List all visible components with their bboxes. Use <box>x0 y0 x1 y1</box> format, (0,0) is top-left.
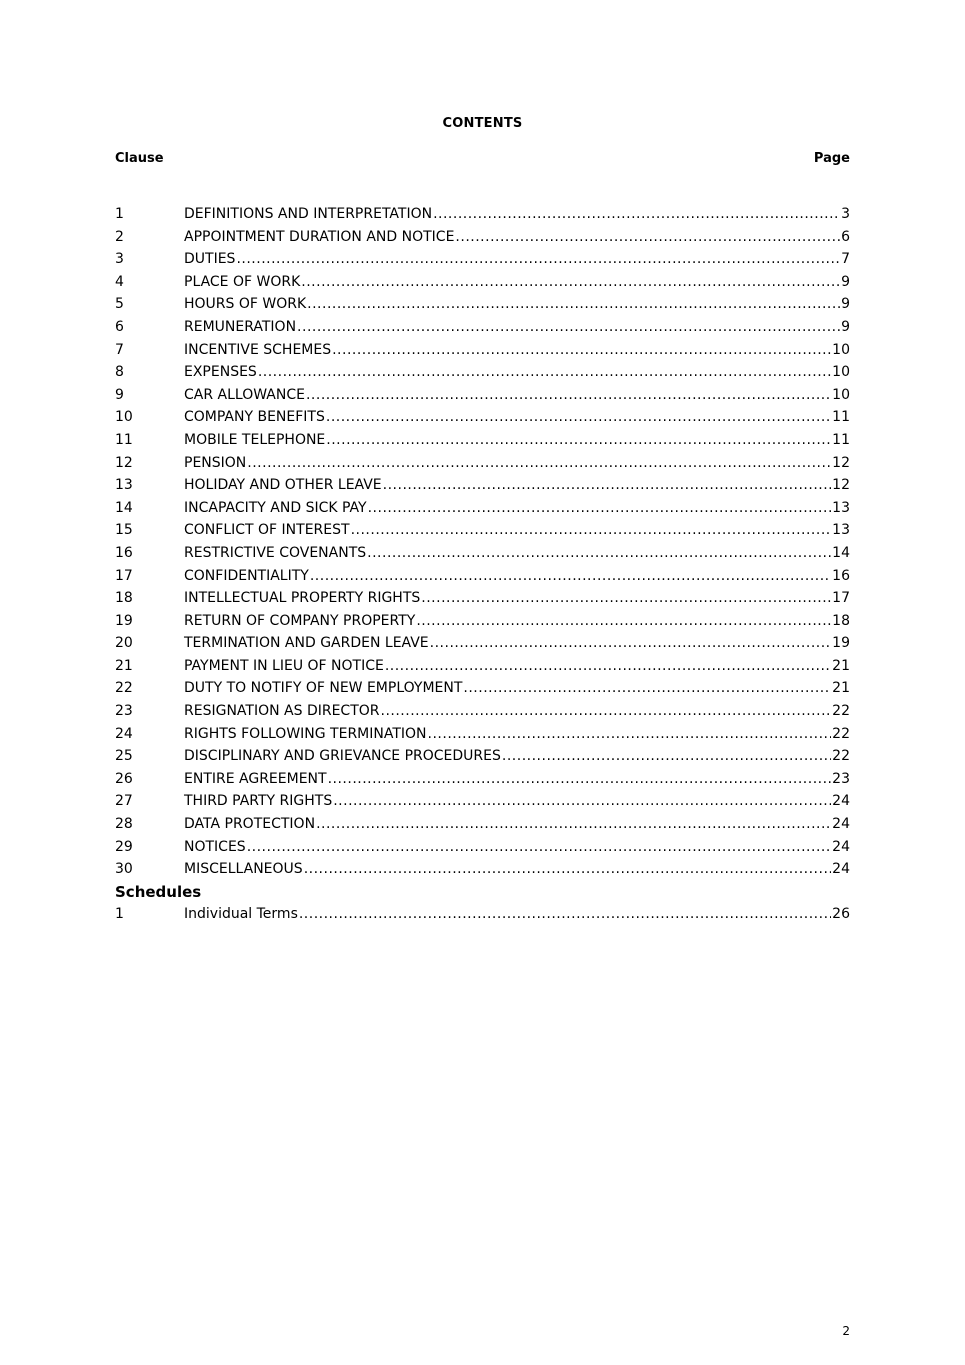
toc-entry[interactable] <box>115 790 850 813</box>
schedules-heading: Schedules <box>115 882 202 901</box>
entry-page-number: 10 <box>832 341 850 358</box>
dot-leader <box>316 813 831 836</box>
entry-label[interactable]: INCAPACITY AND SICK PAY <box>184 499 367 516</box>
dot-leader <box>310 565 831 588</box>
toc-entry[interactable] <box>115 858 850 881</box>
entry-number: 19 <box>115 612 133 629</box>
page-column-header: Page <box>813 151 850 166</box>
entry-number: 21 <box>115 657 133 674</box>
entry-number: 17 <box>115 567 133 584</box>
table-of-contents <box>115 203 850 926</box>
entry-number: 8 <box>115 364 124 381</box>
entry-page-number: 12 <box>832 477 850 494</box>
toc-entry[interactable] <box>115 497 850 520</box>
entry-page-number: 7 <box>841 251 850 268</box>
entry-page-number: 22 <box>832 703 850 720</box>
dot-leader <box>416 610 831 633</box>
entry-label[interactable]: HOURS OF WORK <box>184 296 307 313</box>
dot-leader <box>326 429 831 452</box>
toc-entry[interactable] <box>115 452 850 475</box>
entry-label[interactable]: CAR ALLOWANCE <box>184 386 305 403</box>
entry-page-number: 18 <box>832 612 850 629</box>
entry-number: 6 <box>115 318 124 335</box>
schedule-list <box>115 903 850 926</box>
dot-leader <box>307 293 840 316</box>
toc-entry[interactable] <box>115 519 850 542</box>
entry-label[interactable]: ENTIRE AGREEMENT <box>184 770 327 787</box>
entry-label[interactable]: DISCIPLINARY AND GRIEVANCE PROCEDURES <box>184 748 501 765</box>
entry-number: 11 <box>115 431 133 448</box>
toc-entry[interactable] <box>115 745 850 768</box>
entry-page-number: 24 <box>832 838 850 855</box>
toc-entry[interactable] <box>115 655 850 678</box>
dot-leader <box>421 587 831 610</box>
entry-label[interactable]: RETURN OF COMPANY PROPERTY <box>184 612 416 629</box>
entry-number: 12 <box>115 454 133 471</box>
dot-leader <box>368 497 832 520</box>
toc-entry[interactable] <box>115 248 850 271</box>
dot-leader <box>236 248 840 271</box>
entry-label[interactable]: RESTRICTIVE COVENANTS <box>184 544 367 561</box>
toc-entry[interactable] <box>115 226 850 249</box>
contents-title: CONTENTS <box>442 116 523 131</box>
entry-label[interactable]: THIRD PARTY RIGHTS <box>184 793 333 810</box>
toc-entry[interactable] <box>115 610 850 633</box>
toc-entry[interactable] <box>115 587 850 610</box>
toc-entry[interactable] <box>115 677 850 700</box>
toc-entry[interactable] <box>115 474 850 497</box>
entry-number: 20 <box>115 635 133 652</box>
dot-leader <box>247 836 831 859</box>
entry-page-number: 24 <box>832 793 850 810</box>
entry-label[interactable]: RIGHTS FOLLOWING TERMINATION <box>184 725 427 742</box>
entry-label[interactable]: RESIGNATION AS DIRECTOR <box>184 703 380 720</box>
dot-leader <box>455 226 840 249</box>
dot-leader <box>332 339 831 362</box>
entry-page-number: 24 <box>832 861 850 878</box>
entry-number: 26 <box>115 770 133 787</box>
entry-number: 14 <box>115 499 133 516</box>
entry-label[interactable]: DUTY TO NOTIFY OF NEW EMPLOYMENT <box>184 680 463 697</box>
toc-entry[interactable] <box>115 542 850 565</box>
entry-number: 7 <box>115 341 124 358</box>
entry-number: 16 <box>115 544 133 561</box>
entry-label[interactable]: MISCELLANEOUS <box>184 861 303 878</box>
dot-leader <box>297 316 840 339</box>
toc-entry[interactable] <box>115 723 850 746</box>
dot-leader <box>367 542 831 565</box>
entry-label[interactable]: PAYMENT IN LIEU OF NOTICE <box>184 657 384 674</box>
entry-number: 24 <box>115 725 133 742</box>
entry-number: 25 <box>115 748 133 765</box>
entry-label[interactable]: Individual Terms <box>184 906 298 923</box>
entry-label[interactable]: PLACE OF WORK <box>184 273 301 290</box>
entry-page-number: 19 <box>832 635 850 652</box>
toc-entry[interactable] <box>115 768 850 791</box>
dot-leader <box>258 361 831 384</box>
dot-leader <box>328 768 832 791</box>
entry-page-number: 12 <box>832 454 850 471</box>
entry-label[interactable]: CONFLICT OF INTEREST <box>184 522 350 539</box>
entry-label[interactable]: INCENTIVE SCHEMES <box>184 341 332 358</box>
page-number: 2 <box>842 1324 850 1338</box>
toc-entry[interactable] <box>115 339 850 362</box>
entry-number: 2 <box>115 228 124 245</box>
entry-page-number: 14 <box>832 544 850 561</box>
dot-leader <box>433 203 840 226</box>
entry-page-number: 13 <box>832 499 850 516</box>
entry-number: 10 <box>115 409 133 426</box>
entry-page-number: 9 <box>841 318 850 335</box>
entry-number: 5 <box>115 296 124 313</box>
entry-page-number: 9 <box>841 296 850 313</box>
entry-number: 28 <box>115 816 133 833</box>
toc-entry[interactable] <box>115 271 850 294</box>
entry-page-number: 13 <box>832 522 850 539</box>
entry-page-number: 11 <box>832 431 850 448</box>
entry-label[interactable]: CONFIDENTIALITY <box>184 567 309 584</box>
dot-leader <box>428 723 832 746</box>
entry-label[interactable]: PENSION <box>184 454 247 471</box>
entry-number: 18 <box>115 590 133 607</box>
clause-list <box>115 203 850 881</box>
toc-entry[interactable] <box>115 384 850 407</box>
entry-number: 1 <box>115 906 124 923</box>
entry-label[interactable]: TERMINATION AND GARDEN LEAVE <box>184 635 429 652</box>
entry-label[interactable]: DEFINITIONS AND INTERPRETATION <box>184 206 433 222</box>
entry-number: 13 <box>115 477 133 494</box>
entry-page-number: 11 <box>832 409 850 426</box>
entry-number: 15 <box>115 522 133 539</box>
toc-entry[interactable] <box>115 813 850 836</box>
toc-entry[interactable] <box>115 293 850 316</box>
entry-label[interactable]: INTELLECTUAL PROPERTY RIGHTS <box>184 590 421 607</box>
entry-page-number: 6 <box>841 228 850 245</box>
entry-page-number: 21 <box>832 657 850 674</box>
dot-leader <box>430 632 832 655</box>
dot-leader <box>299 903 831 926</box>
entry-number: 3 <box>115 251 124 268</box>
entry-number: 22 <box>115 680 133 697</box>
entry-page-number: 10 <box>832 364 850 381</box>
entry-number: 29 <box>115 838 133 855</box>
entry-label[interactable]: HOLIDAY AND OTHER LEAVE <box>184 477 382 494</box>
toc-entry[interactable] <box>115 203 850 226</box>
toc-entry[interactable] <box>115 406 850 429</box>
entry-number: 4 <box>115 273 124 290</box>
dot-leader <box>463 677 831 700</box>
entry-page-number: 17 <box>832 590 850 607</box>
entry-page-number: 24 <box>832 816 850 833</box>
toc-entry[interactable] <box>115 361 850 384</box>
entry-number: 23 <box>115 703 133 720</box>
clause-column-header: Clause <box>115 151 164 166</box>
entry-label[interactable]: NOTICES <box>184 838 246 855</box>
dot-leader <box>326 406 831 429</box>
toc-entry[interactable] <box>115 316 850 339</box>
dot-leader <box>333 790 831 813</box>
entry-number: 27 <box>115 793 133 810</box>
entry-number: 9 <box>115 386 124 403</box>
entry-label[interactable]: DUTIES <box>184 251 236 268</box>
entry-page-number: 22 <box>832 725 850 742</box>
entry-page-number: 16 <box>832 567 850 584</box>
dot-leader <box>301 271 840 294</box>
dot-leader <box>502 745 831 768</box>
entry-page-number: 26 <box>832 906 850 923</box>
entry-label[interactable]: APPOINTMENT DURATION AND NOTICE <box>184 228 455 245</box>
toc-entry[interactable] <box>115 429 850 452</box>
entry-label[interactable]: DATA PROTECTION <box>184 816 316 833</box>
entry-page-number: 9 <box>841 273 850 290</box>
toc-entry[interactable] <box>115 565 850 588</box>
entry-label[interactable]: REMUNERATION <box>184 318 297 335</box>
dot-leader <box>351 519 832 542</box>
entry-page-number: 22 <box>832 748 850 765</box>
entry-number: 1 <box>115 206 124 222</box>
entry-page-number: 10 <box>832 386 850 403</box>
dot-leader <box>306 384 831 407</box>
entry-page-number: 3 <box>841 206 850 222</box>
dot-leader <box>247 452 831 475</box>
entry-page-number: 23 <box>832 770 850 787</box>
toc-entry[interactable] <box>115 700 850 723</box>
entry-number: 30 <box>115 861 133 878</box>
entry-label[interactable]: EXPENSES <box>184 364 257 381</box>
dot-leader <box>383 474 832 497</box>
dot-leader <box>381 700 832 723</box>
dot-leader <box>304 858 831 881</box>
entry-label[interactable]: COMPANY BENEFITS <box>184 409 325 426</box>
toc-entry[interactable] <box>115 836 850 859</box>
entry-label[interactable]: MOBILE TELEPHONE <box>184 431 326 448</box>
entry-page-number: 21 <box>832 680 850 697</box>
dot-leader <box>385 655 831 678</box>
toc-entry[interactable] <box>115 632 850 655</box>
schedule-entry[interactable] <box>115 903 850 926</box>
